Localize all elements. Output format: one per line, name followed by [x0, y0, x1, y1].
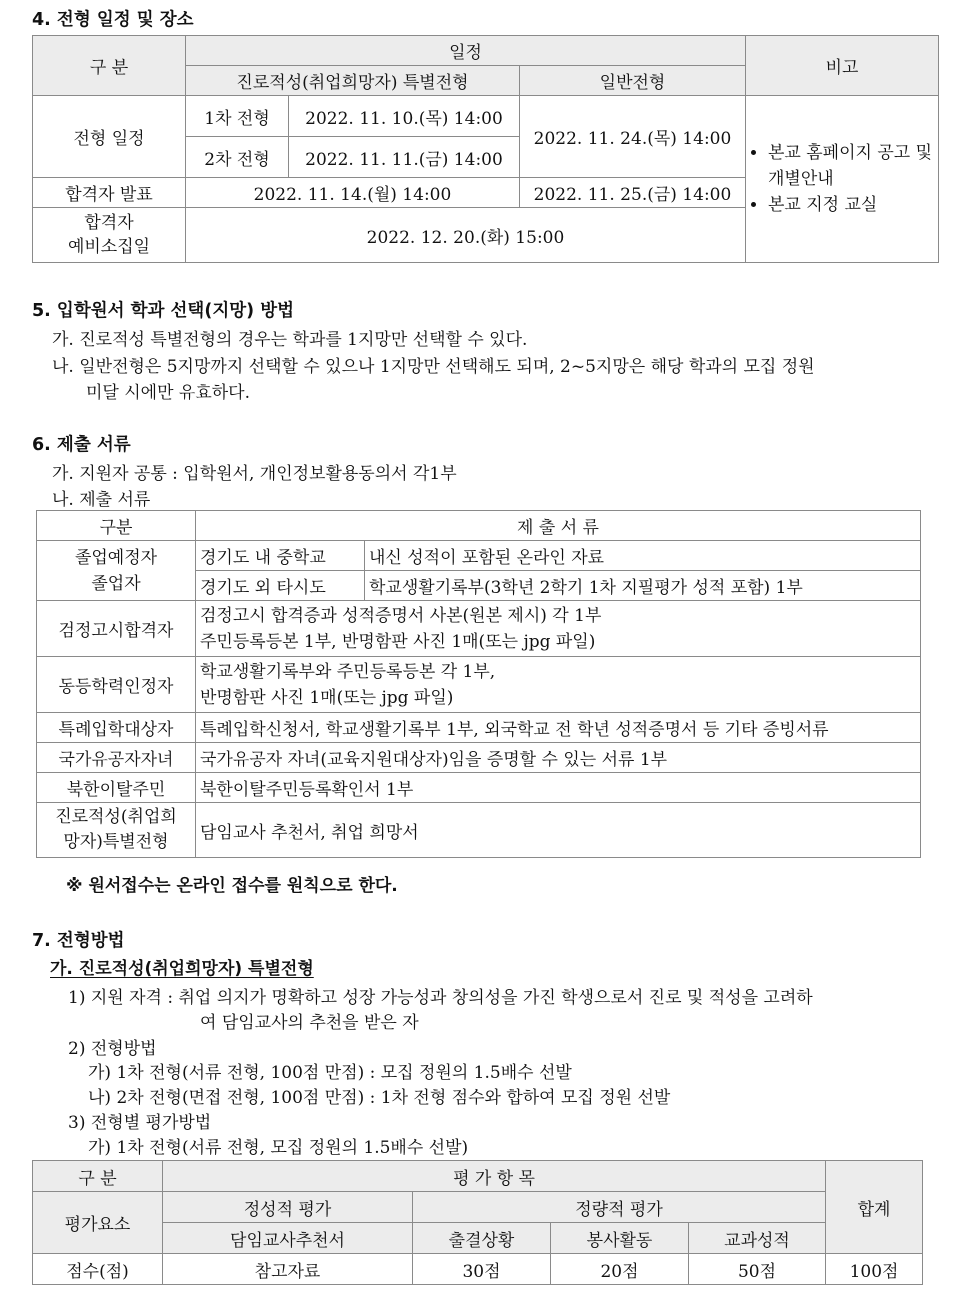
s7-subtitle: 가. 진로적성(취업희망자) 특별전형: [50, 959, 314, 979]
ged-docs: 검정고시 합격증과 성적증명서 사본(원본 제시) 각 1부 주민등록등본 1부, 반명함판 사진 1매(또는 jpg 파일): [196, 601, 921, 657]
section-6-title: 6. 제출 서류: [32, 435, 131, 455]
header-documents: 제 출 서 류: [196, 511, 921, 541]
header-quantitative: 정량적 평가: [413, 1192, 826, 1223]
row-label-ged: 검정고시합격자: [37, 601, 196, 657]
special-admission-docs: 특례입학신청서, 학교생활기록부 1부, 외국학교 전 학년 성적증명서 등 기타 증빙서류: [196, 713, 921, 743]
s7-method: 2) 전형방법: [68, 1039, 157, 1059]
s7-qualification-cont: 여 담임교사의 추천을 받은 자: [200, 1013, 419, 1033]
graduate-in-province-doc: 내신 성적이 포함된 온라인 자료: [365, 541, 921, 571]
col-grades: 교과성적: [689, 1223, 826, 1254]
evaluation-table: [32, 1160, 923, 1285]
s6-item-na: 나. 제출 서류: [52, 490, 151, 510]
s6-item-ga: 가. 지원자 공통 : 입학원서, 개인정보활용동의서 각1부: [52, 464, 457, 484]
section-5-title: 5. 입학원서 학과 선택(지망) 방법: [32, 301, 295, 321]
col-volunteer: 봉사활동: [551, 1223, 689, 1254]
header-schedule: 일정: [186, 36, 746, 66]
s7-method-round2: 나) 2차 전형(면접 전형, 100점 만점) : 1차 전형 점수와 합하여 모집 정원 선발: [88, 1088, 671, 1108]
s5-item-na: 나. 일반전형은 5지망까지 선택할 수 있으나 1지망만 선택해도 되며, 2~5지망은 해당 학과의 모집 정원: [52, 357, 815, 377]
score-volunteer: 20점: [551, 1254, 689, 1285]
defectors-docs: 북한이탈주민등록확인서 1부: [196, 773, 921, 803]
score-attendance: 30점: [413, 1254, 551, 1285]
online-notice: ※ 원서접수는 온라인 접수를 원칙으로 한다.: [66, 876, 398, 896]
graduate-out-province-doc: 학교생활기록부(3학년 2학기 1차 지필평가 성적 포함) 1부: [365, 571, 921, 601]
header-qualitative: 정성적 평가: [163, 1192, 413, 1223]
round1-date: 2022. 11. 10.(목) 14:00: [289, 96, 520, 137]
row-label-career: 진로적성(취업희 망자)특별전형: [37, 803, 196, 858]
header-special: 진로적성(취업희망자) 특별전형: [186, 66, 520, 96]
header-gubun: 구 분: [33, 1161, 163, 1192]
s7-evaluation: 3) 전형별 평가방법: [68, 1113, 212, 1133]
score-grades: 50점: [689, 1254, 826, 1285]
s7-qualification: 1) 지원 자격 : 취업 의지가 명확하고 성장 가능성과 창의성을 가진 학생으로서 진로 및 적성을 고려하: [68, 988, 813, 1008]
round2-date: 2022. 11. 11.(금) 14:00: [289, 137, 520, 178]
header-gubun: 구분: [37, 511, 196, 541]
row-label-score: 점수(점): [33, 1254, 163, 1285]
col-recommendation: 담임교사추천서: [163, 1223, 413, 1254]
career-docs: 담임교사 추천서, 취업 희망서: [196, 803, 921, 858]
row-label-defectors: 북한이탈주민: [37, 773, 196, 803]
note-item: • 본교 홈페이지 공고 및 개별안내: [768, 140, 934, 192]
score-total: 100점: [826, 1254, 923, 1285]
header-note: 비고: [746, 36, 939, 96]
note-item: • 본교 지정 교실: [768, 192, 934, 218]
round1-label: 1차 전형: [186, 96, 289, 137]
col-attendance: 출결상황: [413, 1223, 551, 1254]
s5-item-na-cont: 미달 시에만 유효하다.: [86, 383, 251, 403]
s7-evaluation-round1: 가) 1차 전형(서류 전형, 모집 정원의 1.5배수 선발): [88, 1138, 469, 1158]
row-label-announcement: 합격자 발표: [33, 178, 186, 208]
documents-table: [36, 510, 921, 858]
row-label-veterans-children: 국가유공자자녀: [37, 743, 196, 773]
note-cell: [746, 96, 939, 263]
header-items: 평 가 항 목: [163, 1161, 826, 1192]
section-4-title: 4. 전형 일정 및 장소: [32, 10, 194, 30]
equivalent-docs: 학교생활기록부와 주민등록등본 각 1부, 반명함판 사진 1매(또는 jpg 파일): [196, 657, 921, 713]
general-announcement-date: 2022. 11. 25.(금) 14:00: [520, 178, 746, 208]
round2-label: 2차 전형: [186, 137, 289, 178]
row-label-orientation: 합격자 예비소집일: [33, 208, 186, 263]
header-gubun: 구 분: [33, 36, 186, 96]
row-label-special-admission: 특례입학대상자: [37, 713, 196, 743]
header-general: 일반전형: [520, 66, 746, 96]
schedule-table: [32, 35, 939, 263]
special-announcement-date: 2022. 11. 14.(월) 14:00: [186, 178, 520, 208]
row-label-graduate: 졸업예정자 졸업자: [37, 541, 196, 601]
row-label-element: 평가요소: [33, 1192, 163, 1254]
s7-method-round1: 가) 1차 전형(서류 전형, 100점 만점) : 모집 정원의 1.5배수 선발: [88, 1063, 572, 1083]
row-label-schedule: 전형 일정: [33, 96, 186, 178]
section-7-title: 7. 전형방법: [32, 931, 125, 951]
graduate-out-province: 경기도 외 타시도: [196, 571, 365, 601]
veterans-children-docs: 국가유공자 자녀(교육지원대상자)임을 증명할 수 있는 서류 1부: [196, 743, 921, 773]
general-schedule-date: 2022. 11. 24.(목) 14:00: [520, 96, 746, 178]
s5-item-ga: 가. 진로적성 특별전형의 경우는 학과를 1지망만 선택할 수 있다.: [52, 330, 528, 350]
header-total: 합계: [826, 1161, 923, 1254]
graduate-in-province: 경기도 내 중학교: [196, 541, 365, 571]
orientation-date: 2022. 12. 20.(화) 15:00: [186, 208, 746, 263]
score-recommendation: 참고자료: [163, 1254, 413, 1285]
row-label-equivalent: 동등학력인정자: [37, 657, 196, 713]
